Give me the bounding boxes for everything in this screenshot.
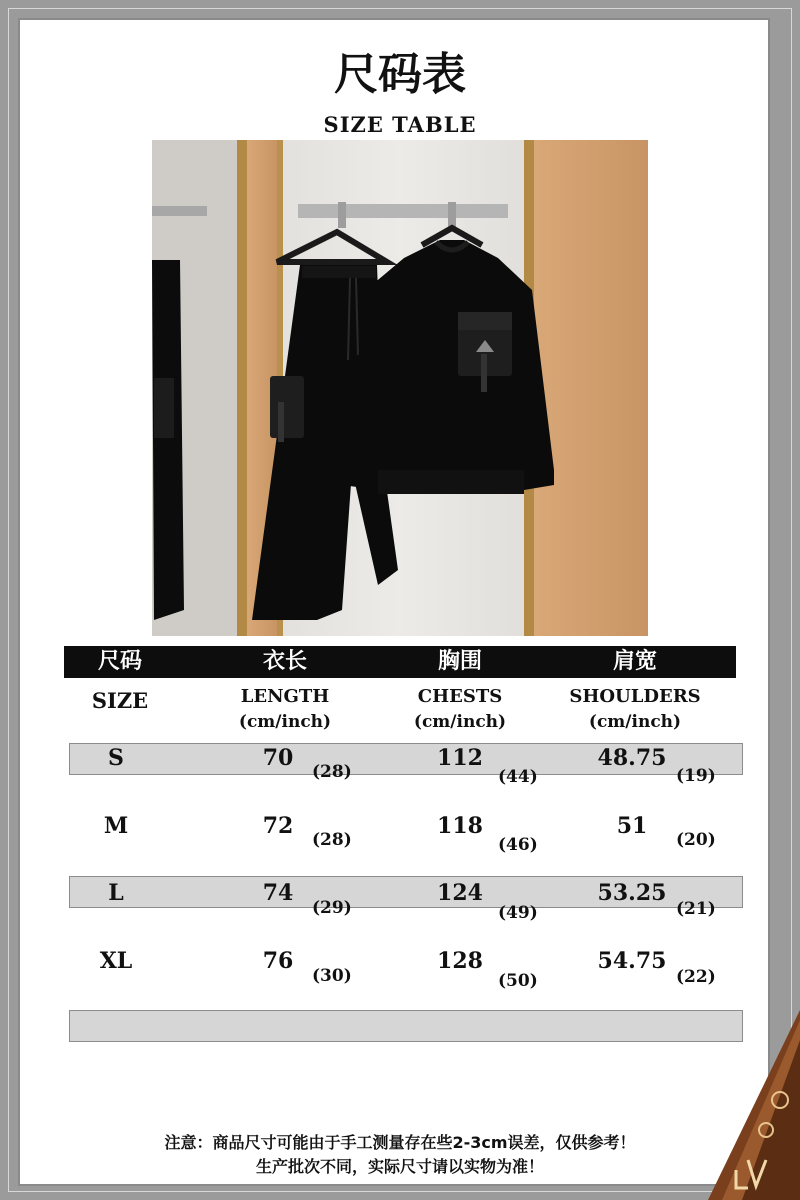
pants-cargo-pocket [270,376,304,438]
shoulder-cm: 53.25 [597,880,667,906]
header-shoulders-en: SHOULDERS [569,686,701,707]
chest-cm: 124 [437,880,483,906]
header-chests-en: CHESTS [417,686,503,707]
chest-inch: (49) [498,903,538,923]
size-cell: L [108,880,124,906]
rail-main [298,204,508,218]
rail-bracket-2 [448,202,456,228]
shoulder-cm: 51 [616,813,648,839]
shoulder-inch: (19) [676,766,716,786]
rail-bracket [338,202,346,228]
chest-inch: (46) [498,835,538,855]
chest-pocket-flap [458,312,512,330]
length-inch: (28) [312,830,352,850]
product-photo [152,140,648,636]
shoulder-cm: 54.75 [597,948,667,974]
size-cell: S [108,745,124,771]
chest-cm: 112 [437,745,483,771]
length-cm: 76 [262,948,294,974]
header-shoulders-unit: (cm/inch) [588,712,682,732]
size-cell: XL [99,948,133,974]
wood-panel-right [534,140,648,636]
chest-inch: (44) [498,767,538,787]
reflection-pocket [154,378,174,438]
length-cm: 72 [262,813,294,839]
header-length-cn: 衣长 [262,649,307,674]
pants-waistband [302,266,376,278]
chest-pocket-strap [481,354,487,392]
header-chests-unit: (cm/inch) [413,712,507,732]
chest-cm: 128 [437,948,483,974]
gold-frame-left [237,140,247,636]
row-band-empty [69,1010,743,1042]
shoulder-inch: (20) [676,830,716,850]
header-length-unit: (cm/inch) [238,712,332,732]
title-chinese: 尺码表 [334,49,466,100]
shoulder-cm: 48.75 [597,745,667,771]
pants-pocket-strap [278,402,284,442]
chest-inch: (50) [498,971,538,991]
length-inch: (29) [312,898,352,918]
rail-left [152,206,207,216]
product-photo-illustration [152,140,648,636]
length-inch: (28) [312,762,352,782]
header-size-en: SIZE [91,688,149,713]
header-chests-cn: 胸围 [437,649,482,674]
shoulder-inch: (21) [676,899,716,919]
length-cm: 74 [262,880,294,906]
length-cm: 70 [262,745,294,771]
chest-cm: 118 [437,813,483,839]
size-cell: M [103,813,129,839]
brand-strap-decoration [700,1010,800,1200]
header-length-en: LENGTH [240,686,330,707]
reflection-pants [152,260,184,620]
sweatshirt-hem [378,470,524,494]
header-size-cn: 尺码 [97,649,142,674]
monogram-strap-icon [700,1010,800,1200]
length-inch: (30) [312,966,352,986]
header-shoulders-cn: 肩宽 [612,649,657,674]
disclaimer-line-1: 注意：商品尺寸可能由于手工测量存在些2-3cm误差，仅供参考！ [164,1133,636,1152]
shoulder-inch: (22) [676,967,716,987]
title-english: SIZE TABLE [323,112,477,137]
disclaimer-line-2: 生产批次不同，实际尺寸请以实物为准！ [255,1157,544,1176]
